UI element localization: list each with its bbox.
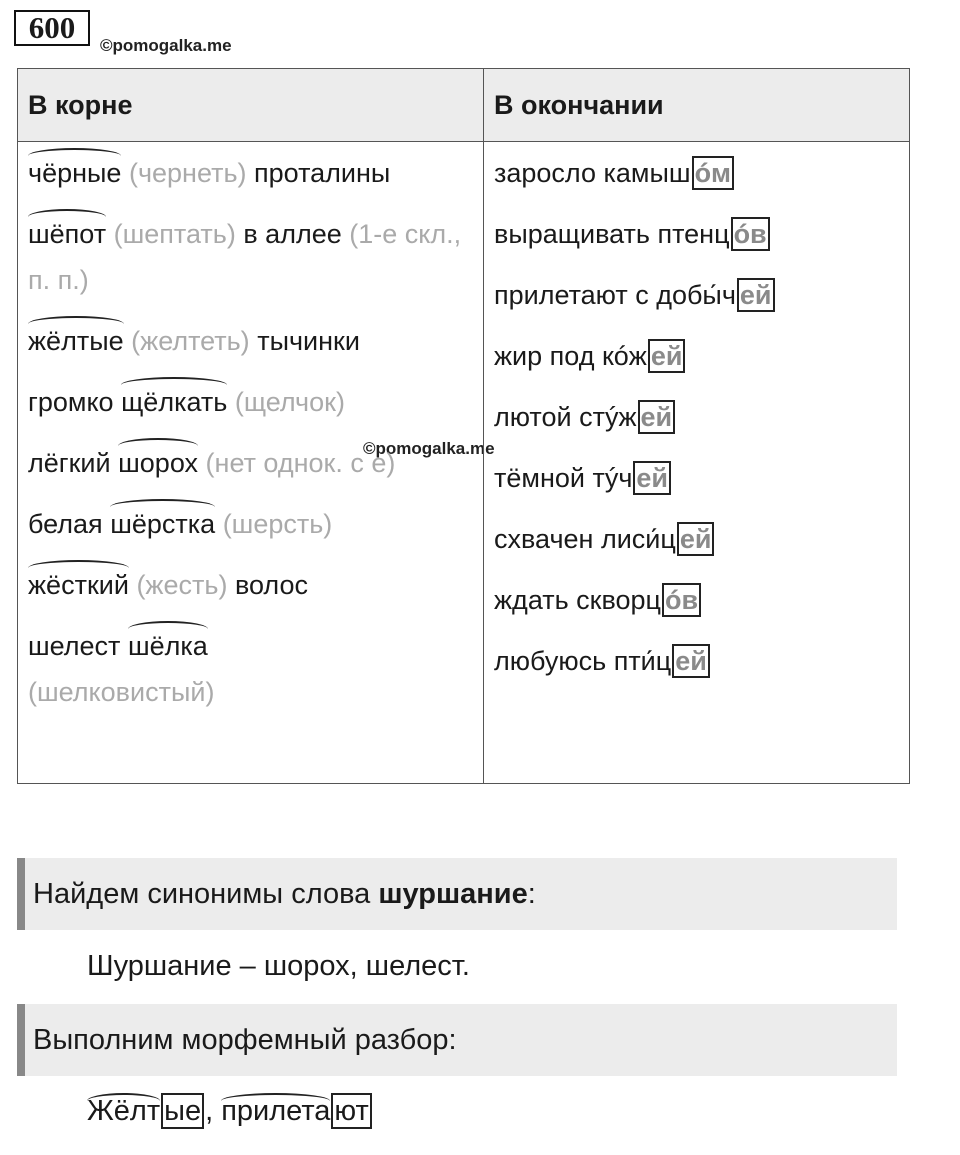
heading-keyword: шуршание (378, 878, 528, 910)
ending-box: óв (662, 583, 701, 617)
list-item (494, 516, 899, 562)
context-word: лёгкий (28, 448, 111, 478)
root-column (18, 142, 484, 784)
morpheme-analysis (87, 1095, 373, 1128)
separator: , (205, 1095, 222, 1127)
ending-box: ей (672, 644, 710, 678)
context-word: проталины (254, 158, 391, 188)
word-stem: жир под кóж (494, 341, 647, 371)
watermark: ©pomogalka.me (100, 36, 232, 55)
check-word: (шептать) (113, 219, 236, 249)
list-item (28, 379, 473, 425)
list-item (494, 150, 899, 196)
check-word: (жесть) (136, 570, 228, 600)
root-word: шорох (118, 440, 198, 486)
list-item (494, 333, 899, 379)
list-item (494, 638, 899, 684)
list-item (28, 150, 473, 196)
root-marked: Жёлт (87, 1095, 161, 1127)
ending-box: ей (633, 461, 671, 495)
list-item (494, 211, 899, 257)
grammar-note: (1-е скл., п. п.) (28, 219, 462, 295)
heading-text: Найдем синонимы слова (33, 878, 371, 910)
context-word: в аллее (243, 219, 342, 249)
root-word: шёлка (128, 623, 208, 669)
list-item (28, 623, 473, 715)
check-word: (шелковистый) (28, 677, 215, 707)
check-word: (щелчок) (234, 387, 345, 417)
root-word: щёлкать (121, 379, 227, 425)
synonyms-heading (17, 858, 897, 930)
root-word: шёпот (28, 211, 106, 257)
list-item (494, 455, 899, 501)
ending-box: ей (648, 339, 686, 373)
ending-box: ей (677, 522, 715, 556)
root-word: жёсткий (28, 562, 129, 608)
context-word: волос (234, 570, 308, 600)
word-stem: прилетают с добы́ч (494, 280, 736, 310)
ending-box: ей (638, 400, 676, 434)
orthogram-table (17, 68, 910, 784)
word-stem: тёмной тýч (494, 463, 633, 493)
context-word: тычинки (257, 326, 360, 356)
context-word: белая (28, 509, 103, 539)
list-item (494, 394, 899, 440)
root-marked: прилета (221, 1095, 331, 1127)
check-word: (желтеть) (131, 326, 250, 356)
header-ending: В окончании (484, 69, 910, 142)
ending-column (484, 142, 910, 784)
root-word: шёрстка (110, 501, 215, 547)
word-stem: лютой стýж (494, 402, 637, 432)
word-stem: заросло камыш (494, 158, 691, 188)
watermark: ©pomogalka.me (363, 439, 495, 458)
ending-box: ей (737, 278, 775, 312)
list-item (28, 562, 473, 608)
list-item (494, 272, 899, 318)
word-stem: ждать скворц (494, 585, 662, 615)
check-word: (шерсть) (222, 509, 333, 539)
morpheme-heading: Выполним морфемный разбор: (17, 1004, 897, 1076)
list-item (28, 211, 473, 303)
context-word: громко (28, 387, 114, 417)
ending-box: óв (731, 217, 770, 251)
header-root: В корне (18, 69, 484, 142)
synonyms-answer: Шуршание – шорох, шелест. (87, 950, 470, 982)
ending-box: ют (331, 1093, 371, 1129)
list-item (494, 577, 899, 623)
list-item (28, 318, 473, 364)
task-number: 600 (14, 10, 90, 46)
word-stem: схвачен лиси́ц (494, 524, 676, 554)
check-word: (чернеть) (128, 158, 247, 188)
context-word: шелест (28, 631, 121, 661)
word-stem: выращивать птенц (494, 219, 730, 249)
word-stem: любуюсь пти́ц (494, 646, 672, 676)
heading-colon: : (527, 878, 536, 910)
list-item (28, 440, 473, 486)
ending-box: ые (161, 1093, 204, 1129)
check-word: (нет однок. с е) (205, 448, 396, 478)
root-word: жёлтые (28, 318, 124, 364)
list-item (28, 501, 473, 547)
root-word: чёрные (28, 150, 121, 196)
ending-box: óм (692, 156, 734, 190)
